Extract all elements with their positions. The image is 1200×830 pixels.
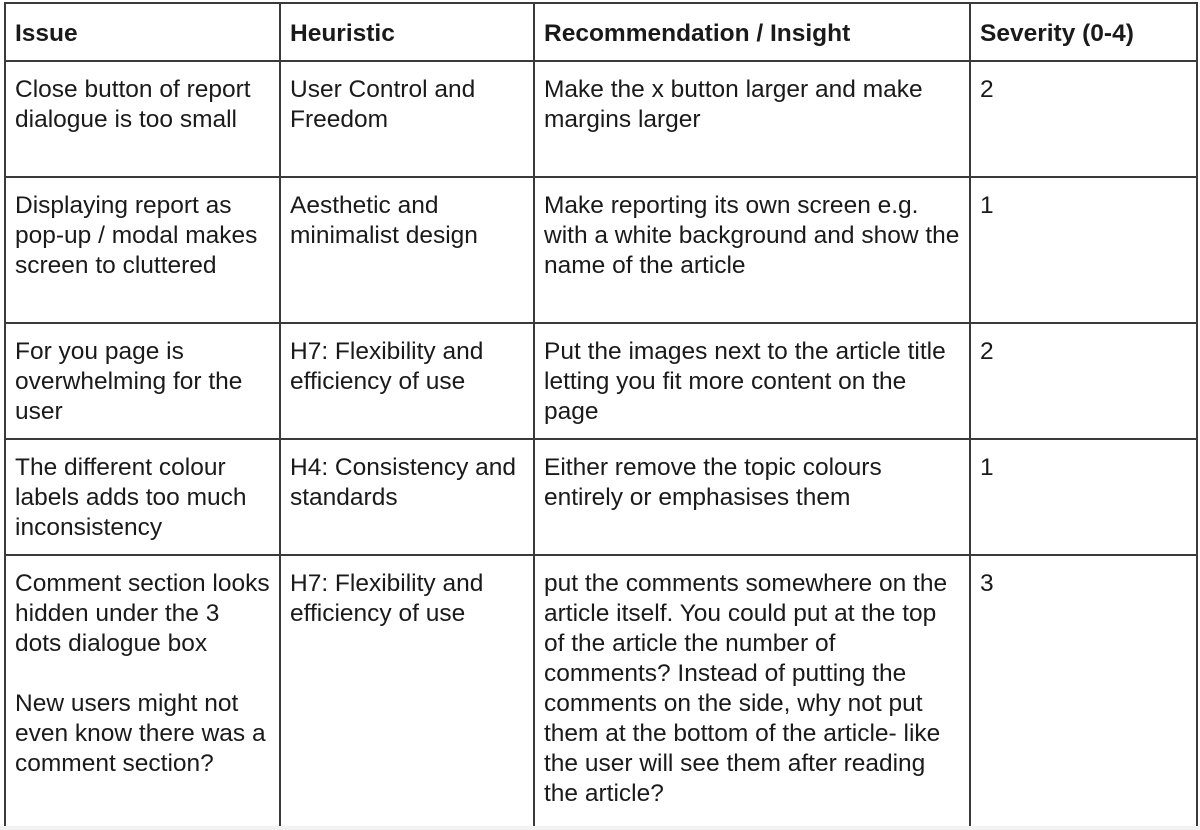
table-row — [5, 439, 1197, 555]
issue-cell: Displaying report as pop-up / modal makes screen to cluttered — [5, 177, 280, 323]
column-header-heuristic: Heuristic — [280, 3, 534, 61]
page-bottom-edge — [0, 826, 1200, 830]
recommendation-cell: put the comments somewhere on the article itself. You could put at the top of the article the number of comments? Instead of putting the comments on the side, why not put them at the bottom of the article- like the user will see them after reading the article? — [534, 555, 970, 827]
issue-cell: Close button of report dialogue is too small — [5, 61, 280, 177]
severity-cell: 3 — [970, 555, 1197, 827]
heuristic-cell: User Control and Freedom — [280, 61, 534, 177]
heuristic-cell: Aesthetic and minimalist design — [280, 177, 534, 323]
column-header-severity: Severity (0-4) — [970, 3, 1197, 61]
column-header-issue: Issue — [5, 3, 280, 61]
recommendation-cell: Make reporting its own screen e.g. with a white background and show the name of the article — [534, 177, 970, 323]
issue-cell: The different colour labels adds too much inconsistency — [5, 439, 280, 555]
issue-cell: Comment section looks hidden under the 3 dots dialogue box New users might not even know there was a comment section? — [5, 555, 280, 827]
recommendation-cell: Put the images next to the article title letting you fit more content on the page — [534, 323, 970, 439]
severity-cell: 2 — [970, 61, 1197, 177]
column-header-recommendation: Recommendation / Insight — [534, 3, 970, 61]
heuristic-cell: H7: Flexibility and efficiency of use — [280, 555, 534, 827]
table-row — [5, 555, 1197, 827]
severity-cell: 1 — [970, 439, 1197, 555]
heuristic-cell: H4: Consistency and standards — [280, 439, 534, 555]
heuristic-evaluation-table — [4, 2, 1198, 828]
recommendation-cell: Either remove the topic colours entirely or emphasises them — [534, 439, 970, 555]
table-row — [5, 61, 1197, 177]
heuristic-cell: H7: Flexibility and efficiency of use — [280, 323, 534, 439]
severity-cell: 2 — [970, 323, 1197, 439]
issue-cell: For you page is overwhelming for the user — [5, 323, 280, 439]
table-header-row — [5, 3, 1197, 61]
table-row — [5, 323, 1197, 439]
severity-cell: 1 — [970, 177, 1197, 323]
table-row — [5, 177, 1197, 323]
recommendation-cell: Make the x button larger and make margins larger — [534, 61, 970, 177]
